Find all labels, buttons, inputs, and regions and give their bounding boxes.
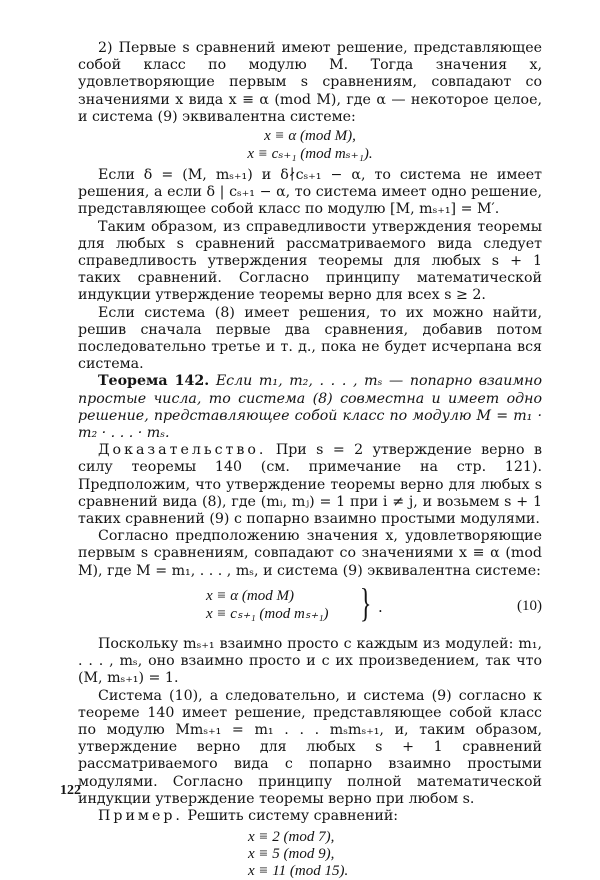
- proof-paragraph: [78, 442, 542, 528]
- example-system: [248, 829, 542, 880]
- example-label: Пример.: [98, 807, 183, 824]
- page-number: 122: [60, 783, 81, 798]
- example-line-3: x ≡ 11 (mod 15).: [248, 863, 349, 880]
- system-10-line-2: x ≡ cₛ₊₁ (mod mₛ₊₁): [206, 605, 329, 622]
- theorem-statement: Если m₁, m₂, . . . , mₛ — попарно взаимно простые числа, то система (8) совместна и имеет одно решение, представляющее собой класс по модулю M = m₁ · m₂ · . . . · mₛ.: [78, 373, 542, 442]
- paragraph-5: Согласно предположению значения x, удовлетворяющие первым s сравнениям, совпадают со значениями x ≡ α (mod M), где M = m₁, . . . , mₛ, и система (9) эквивалентна системе:: [78, 528, 542, 579]
- paragraph-2: Если δ = (M, mₛ₊₁) и δ∤cₛ₊₁ − α, то система не имеет решения, а если δ | cₛ₊₁ − α, то система имеет одно решение, представляющее собой класс по модулю [M, mₛ₊₁] = M′.: [78, 167, 542, 218]
- formula-system-1: [78, 128, 542, 163]
- paragraph-4: Если система (8) имеет решения, то их можно найти, решив сначала первые два сравнения, добавив потом последовательно третье и т. д., пока не будет исчерпана вся система.: [78, 304, 542, 373]
- formula-line-1: x ≡ α (mod M),: [264, 128, 356, 145]
- paragraph-3: Таким образом, из справедливости утверждения теоремы для любых s сравнений рассматриваемого вида следует справедливость утверждения теоремы для любых s + 1 таких сравнений. Согласно принципу математической индукции утверждение теоремы верно для всех s ≥ 2.: [78, 218, 542, 304]
- paragraph-6: Поскольку mₛ₊₁ взаимно просто с каждым из модулей: m₁, . . . , mₛ, оно взаимно просто и с их произведением, так что (M, mₛ₊₁) = 1.: [78, 635, 542, 687]
- page-body: [78, 40, 542, 880]
- example-line-1: x ≡ 2 (mod 7),: [248, 829, 335, 846]
- system-10-line-1: x ≡ α (mod M): [206, 587, 294, 604]
- equation-number: (10): [517, 597, 542, 614]
- theorem-142: [78, 373, 542, 442]
- system-10-dot: .: [378, 597, 383, 616]
- right-brace: }: [359, 579, 372, 625]
- paragraph-1: 2) Первые s сравнений имеют решение, представляющее собой класс по модулю M. Тогда значения x, удовлетворяющие первым s сравнениям, совпадают со значениями x вида x ≡ α (mod M), где α — некоторое целое, и система (9) эквивалентна системе:: [78, 40, 542, 125]
- proof-label: Доказательство.: [98, 442, 267, 459]
- example-line-2: x ≡ 5 (mod 9),: [248, 846, 335, 863]
- paragraph-7: Система (10), а следовательно, и система (9) согласно к теореме 140 имеет решение, представляющее собой класс по модулю Mmₛ₊₁ = m₁ . . . mₛmₛ₊₁, и, таким образом, утверждение верно для любых s + 1 сравнений рассматриваемого вида с попарно взаимно простыми модулями. Согласно принципу полной математической индукции утверждение теоремы верно при любом s.: [78, 687, 542, 807]
- system-10: [78, 579, 542, 630]
- example-text: Решить систему сравнений:: [187, 807, 399, 824]
- theorem-title: Теорема 142.: [98, 373, 210, 390]
- proof-text: При s = 2 утверждение верно в силу теоремы 140 (см. примечание на стр. 121). Предположим, что утверждение теоремы верно для любых s сравнений вида (8), где (mᵢ, mⱼ) = 1 при i ≠ j, и возьмем s + 1 таких сравнений (9) с попарно взаимно простыми модулями.: [78, 442, 542, 528]
- example-paragraph: [78, 808, 542, 825]
- formula-line-2: x ≡ cₛ₊₁ (mod mₛ₊₁).: [247, 145, 373, 162]
